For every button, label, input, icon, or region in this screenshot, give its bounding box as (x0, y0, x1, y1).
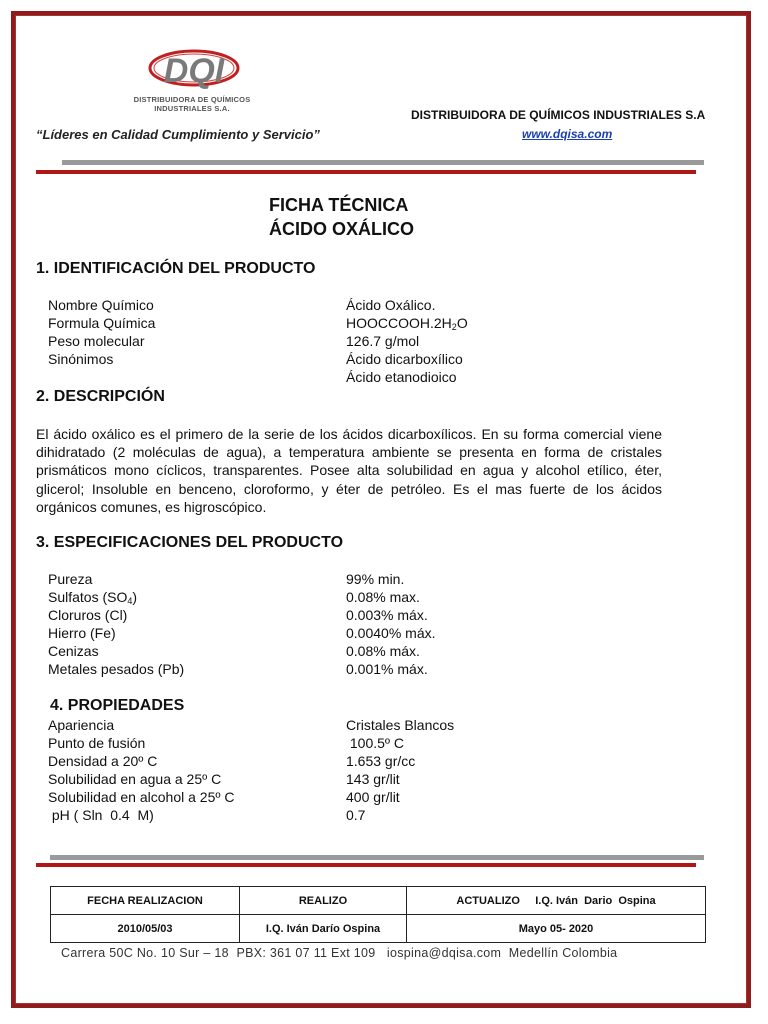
spec-value: 99% min. (346, 571, 405, 587)
revision-table (50, 886, 706, 943)
logo-line-1: DISTRIBUIDORA DE QUÍMICOS (133, 95, 251, 104)
doc-title-line-1: FICHA TÉCNICA (269, 195, 409, 215)
label-part: Sulfatos (SO (48, 589, 128, 605)
formula-subscript: 2 (451, 322, 457, 332)
logo-caption (118, 95, 266, 113)
footer-rule-gray (50, 855, 704, 860)
company-name: DISTRIBUIDORA DE QUÍMICOS INDUSTRIALES S.A (411, 108, 706, 122)
spec-value: 0.08% max. (346, 589, 420, 605)
property-value: 100.5º C (346, 735, 405, 751)
section-3-heading: 3. ESPECIFICACIONES DEL PRODUCTO (36, 534, 344, 551)
section-1-heading: 1. IDENTIFICACIÓN DEL PRODUCTO (36, 260, 316, 277)
property-value: 1.653 gr/cc (346, 753, 416, 769)
spec-label: Nombre Químico (48, 297, 154, 313)
logo-line-2: INDUSTRIALES S.A. (154, 104, 230, 113)
spec-value: 0.0040% máx. (346, 625, 436, 641)
spec-label: Hierro (Fe) (48, 625, 116, 641)
table-row (51, 915, 706, 943)
footer-address: Carrera 50C No. 10 Sur – 18 PBX: 361 07 11 Ext 109 iospina@dqisa.com Medellín Colombia (61, 946, 618, 960)
label-part: ) (132, 589, 138, 605)
spec-label: Peso molecular (48, 333, 145, 349)
table-header-row (51, 887, 706, 915)
footer-rule-red (36, 863, 696, 867)
property-label: Punto de fusión (48, 735, 146, 751)
spec-value: 126.7 g/mol (346, 333, 420, 349)
header-rule-gray (62, 160, 704, 165)
property-label: Apariencia (48, 717, 115, 733)
logo-letters: DQI (163, 52, 225, 90)
section-2-heading: 2. DESCRIPCIÓN (36, 388, 165, 405)
spec-label: Sinónimos (48, 351, 114, 367)
property-value: 400 gr/lit (346, 789, 400, 805)
formula-part: HOOCCOOH.2H (346, 315, 452, 331)
spec-value: Ácido dicarboxílico (346, 351, 463, 367)
label-subscript: 4 (127, 596, 133, 606)
property-value: Cristales Blancos (346, 717, 455, 733)
table-cell: Mayo 05- 2020 (407, 915, 706, 943)
section-4-heading: 4. PROPIEDADES (50, 697, 185, 714)
property-value: 0.7 (346, 807, 366, 823)
formula-value (346, 315, 468, 332)
spec-value: Ácido etanodioico (346, 369, 457, 385)
doc-title-line-2: ÁCIDO OXÁLICO (269, 219, 415, 239)
spec-value: 0.003% máx. (346, 607, 428, 623)
property-label: pH ( Sln 0.4 M) (48, 807, 154, 823)
spec-label (48, 589, 137, 606)
spec-value: 0.001% máx. (346, 661, 428, 677)
header-cell: FECHA REALIZACION (51, 887, 240, 915)
property-value: 143 gr/lit (346, 771, 400, 787)
property-label: Solubilidad en alcohol a 25º C (48, 789, 235, 805)
website-link[interactable]: www.dqisa.com (522, 127, 613, 141)
header-cell: REALIZO (240, 887, 407, 915)
table-cell: I.Q. Iván Darío Ospina (240, 915, 407, 943)
description-paragraph: El ácido oxálico es el primero de la serie de los ácidos dicarboxílicos. En su forma comercial viene dihidratado (2 moléculas de agua), a temperatura ambiente se presenta en forma de cristales prismáticos mono cíclicos, transparentes. Posee alta solubilidad en agua y alcohol etílico, éter, glicerol; Insoluble en benceno, cloroformo, y éter de petróleo. Es el mas fuerte de los ácidos orgánicos comunes, es higroscópico. (36, 426, 662, 515)
spec-label: Pureza (48, 571, 93, 587)
spec-label: Formula Química (48, 315, 156, 331)
spec-label: Cenizas (48, 643, 99, 659)
header-cell: ACTUALIZO I.Q. Iván Dario Ospina (407, 887, 706, 915)
spec-label: Metales pesados (Pb) (48, 661, 185, 677)
slogan: “Líderes en Calidad Cumplimiento y Servicio” (36, 127, 320, 142)
property-label: Densidad a 20º C (48, 753, 158, 769)
property-label: Solubilidad en agua a 25º C (48, 771, 222, 787)
spec-label: Cloruros (Cl) (48, 607, 128, 623)
spec-value: Ácido Oxálico. (346, 297, 436, 313)
header-rule-red (36, 170, 696, 174)
formula-part: O (456, 315, 468, 331)
spec-value: 0.08% máx. (346, 643, 420, 659)
table-cell: 2010/05/03 (51, 915, 240, 943)
